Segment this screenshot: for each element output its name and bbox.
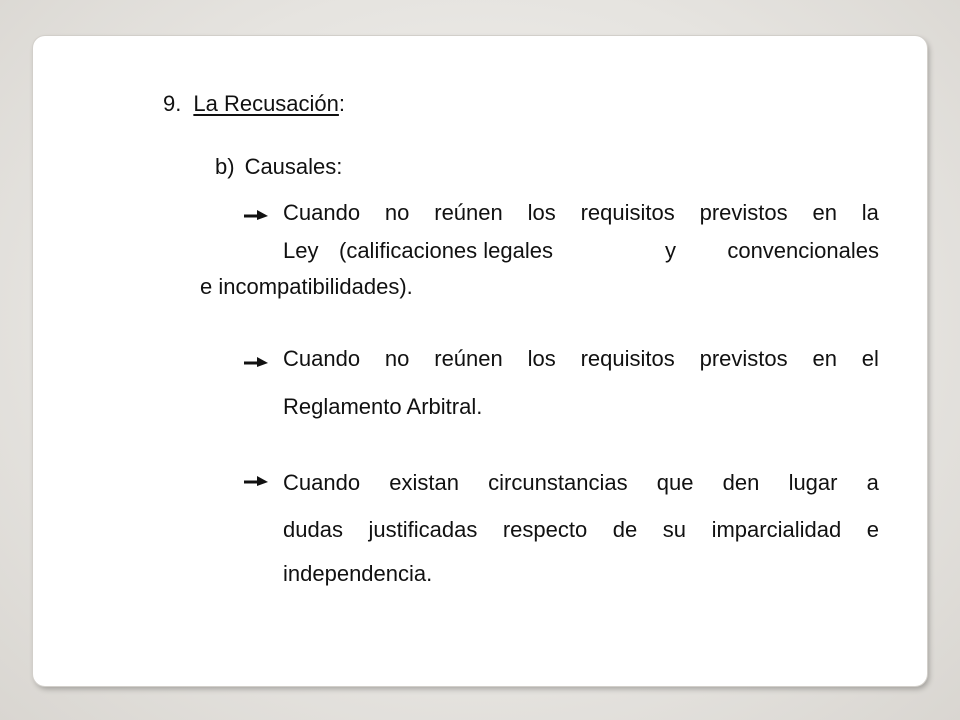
word: imparcialidad <box>711 517 842 542</box>
item-2-line-1 <box>283 346 879 372</box>
word: a <box>866 470 879 495</box>
word: e <box>866 517 879 542</box>
item-1-line-3: e incompatibilidades). <box>200 274 413 299</box>
word: en <box>812 346 837 371</box>
item-1-line-1 <box>283 200 879 226</box>
item-3-line-3: independencia. <box>283 561 433 586</box>
word: de <box>612 517 638 542</box>
word: (calificaciones legales <box>339 238 553 263</box>
item-2-line-2: Reglamento Arbitral. <box>283 394 483 419</box>
word: su <box>662 517 687 542</box>
section-number: 9. <box>163 91 182 116</box>
word: los <box>527 200 556 225</box>
section-heading <box>163 91 345 117</box>
word: reúnen <box>434 346 503 371</box>
word: Cuando <box>283 346 361 371</box>
slide-card <box>33 36 927 686</box>
word: requisitos <box>580 200 675 225</box>
word: reúnen <box>434 200 503 225</box>
right-arrow-icon <box>243 208 269 222</box>
word: no <box>384 346 410 371</box>
word: justificadas <box>368 517 478 542</box>
subsection-heading <box>215 154 342 180</box>
subsection-letter: b) <box>215 154 235 179</box>
word: en <box>812 200 837 225</box>
word: den <box>722 470 760 495</box>
subsection-title: Causales: <box>244 154 343 179</box>
right-arrow-icon <box>243 355 269 369</box>
right-arrow-icon <box>243 474 269 488</box>
word: respecto <box>502 517 588 542</box>
word: previstos <box>699 346 788 371</box>
word: la <box>861 200 879 225</box>
word: dudas <box>283 517 343 542</box>
word: no <box>384 200 410 225</box>
word: existan <box>389 470 459 495</box>
section-colon: : <box>338 91 346 116</box>
word: circunstancias <box>488 470 628 495</box>
word: Cuando <box>283 470 361 495</box>
word: los <box>527 346 556 371</box>
word: Ley <box>283 238 319 263</box>
item-3-line-2 <box>283 517 879 543</box>
word: lugar <box>788 470 838 495</box>
word: Cuando <box>283 200 361 225</box>
item-3-line-1 <box>283 470 879 496</box>
word: el <box>861 346 879 371</box>
word: y <box>665 238 676 263</box>
word: convencionales <box>727 238 879 263</box>
word: que <box>656 470 694 495</box>
word: previstos <box>699 200 788 225</box>
section-title: La Recusación <box>193 91 339 116</box>
word: requisitos <box>580 346 675 371</box>
